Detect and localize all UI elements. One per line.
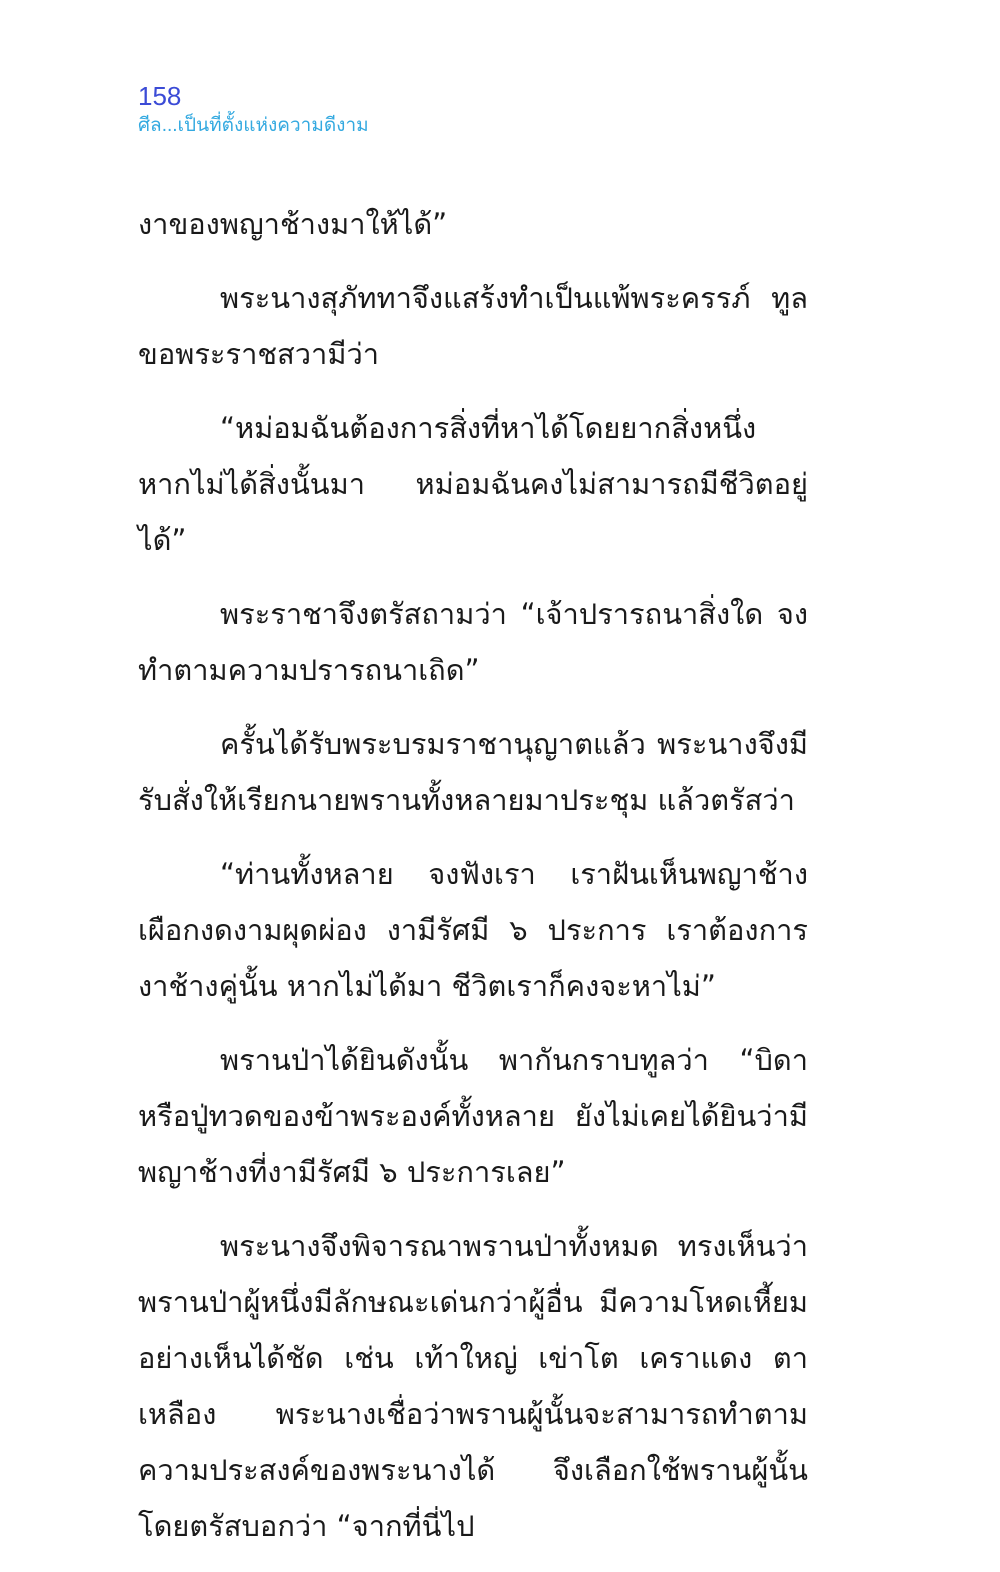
page-number: 158: [138, 81, 182, 111]
book-page: [138, 80, 808, 1572]
paragraph: ครั้นได้รับพระบรมราชานุญาตแล้ว พระนางจึงมีรับสั่งให้เรียกนายพรานทั้งหลายมาประชุม แล้วตรัสว่า: [138, 727, 808, 817]
paragraph: พระราชาจึงตรัสถามว่า “เจ้าปรารถนาสิ่งใด จงทำตามความปรารถนาเถิด”: [138, 597, 808, 687]
body-text: [138, 196, 808, 1554]
paragraph: งาของพญาช้างมาให้ได้”: [138, 207, 448, 241]
paragraph: “หม่อมฉันต้องการสิ่งที่หาได้โดยยากสิ่งหนึ่ง หากไม่ได้สิ่งนั้นมา หม่อมฉันคงไม่สามารถมีชีวิตอยู่ได้”: [138, 411, 808, 557]
page-header: [138, 80, 808, 140]
paragraph: พระนางจึงพิจารณาพรานป่าทั้งหมด ทรงเห็นว่าพรานป่าผู้หนึ่งมีลักษณะเด่นกว่าผู้อื่น มีความโหดเหี้ยมอย่างเห็นได้ชัด เช่น เท้าใหญ่ เข่าโต เคราแดง ตาเหลือง พระนางเชื่อว่าพรานผู้นั้นจะสามารถทำตามความประสงค์ของพระนางได้ จึงเลือกใช้พรานผู้นั้น โดยตรัสบอกว่า “จากที่นี่ไป: [138, 1229, 808, 1543]
paragraph: พรานป่าได้ยินดังนั้น พากันกราบทูลว่า “บิดาหรือปู่ทวดของข้าพระองค์ทั้งหลาย ยังไม่เคยได้ยินว่ามีพญาช้างที่งามีรัศมี ๖ ประการเลย”: [138, 1043, 808, 1189]
paragraph: “ท่านทั้งหลาย จงฟังเรา เราฝันเห็นพญาช้างเผือกงดงามผุดผ่อง งามีรัศมี ๖ ประการ เราต้องการงาช้างคู่นั้น หากไม่ได้มา ชีวิตเราก็คงจะหาไม่”: [138, 857, 808, 1003]
paragraph: พระนางสุภัททาจึงแสร้งทำเป็นแพ้พระครรภ์ ทูลขอพระราชสวามีว่า: [138, 281, 808, 371]
running-title: ศีล...เป็นที่ตั้งแห่งความดีงาม: [138, 115, 369, 136]
